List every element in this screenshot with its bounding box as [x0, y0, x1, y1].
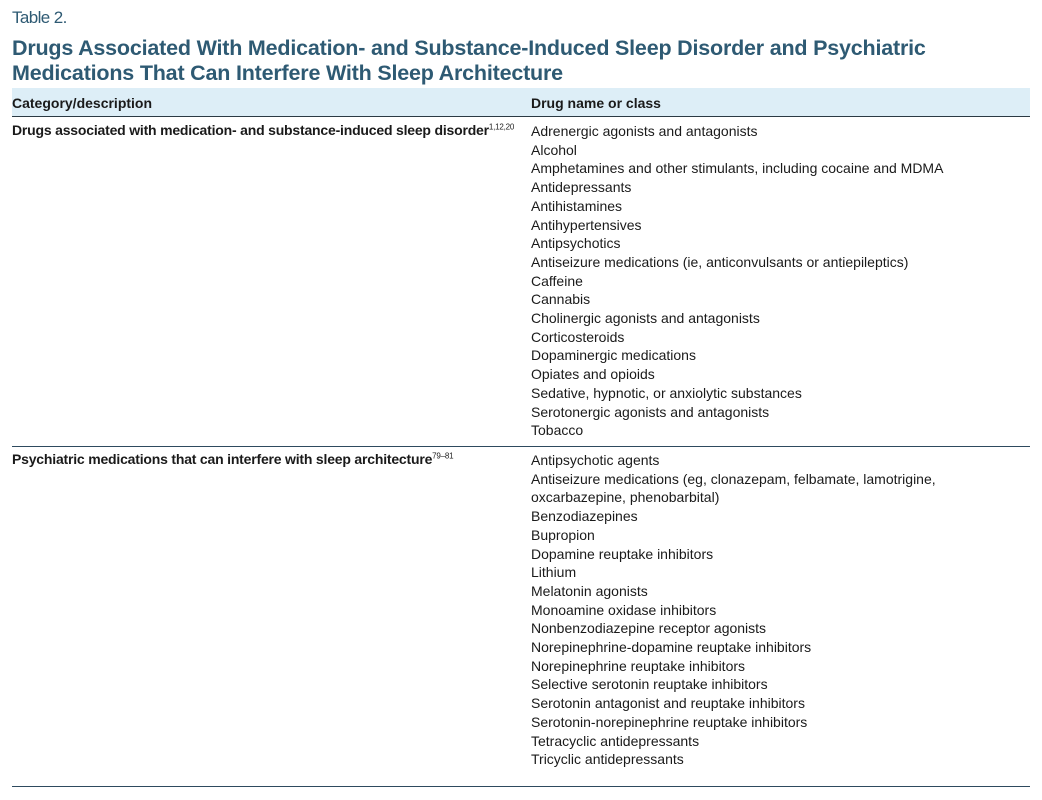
drug-item: Tobacco	[531, 422, 584, 439]
drug-item: Tricyclic antidepressants	[531, 751, 684, 768]
table-label: Table 2.	[12, 8, 67, 27]
drug-item: Antiseizure medications (ie, anticonvulsants or antiepileptics)	[531, 253, 909, 270]
drug-list	[531, 451, 1030, 769]
reference-superscript: 79–81	[432, 451, 454, 461]
drug-item: Sedative, hypnotic, or anxiolytic substances	[531, 384, 802, 401]
drug-item: Selective serotonin reuptake inhibitors	[531, 676, 768, 693]
drug-item: Antipsychotics	[531, 235, 621, 252]
drug-item: Opiates and opioids	[531, 366, 655, 383]
drug-item: Serotonin antagonist and reuptake inhibitors	[531, 695, 805, 712]
drug-item: Antidepressants	[531, 179, 632, 196]
drug-item: Antipsychotic agents	[531, 452, 660, 468]
drug-item: Tetracyclic antidepressants	[531, 732, 700, 749]
drug-list	[531, 122, 1030, 440]
drug-item: Norepinephrine-dopamine reuptake inhibitors	[531, 639, 812, 656]
drug-item: Serotonergic agonists and antagonists	[531, 403, 770, 420]
reference-superscript: 1,12,20	[488, 122, 515, 132]
table-header-row	[12, 88, 1030, 117]
drug-item: Monoamine oxidase inhibitors	[531, 601, 717, 618]
drug-item: Adrenergic agonists and antagonists	[531, 123, 758, 139]
row-divider	[12, 446, 1030, 447]
drug-item: Corticosteroids	[531, 328, 625, 345]
drug-item: Serotonin-norepinephrine reuptake inhibitors	[531, 713, 808, 730]
drug-item: Norepinephrine reuptake inhibitors	[531, 657, 746, 674]
category-text: Drugs associated with medication- and substance-induced sleep disorder	[12, 122, 489, 138]
drug-item: Antihypertensives	[531, 216, 642, 233]
table-bottom-rule	[12, 786, 1030, 787]
category-cell	[12, 122, 514, 138]
drug-item: Amphetamines and other stimulants, including cocaine and MDMA	[531, 160, 944, 177]
drug-item: Cholinergic agonists and antagonists	[531, 310, 760, 327]
category-cell	[12, 451, 453, 467]
drug-item: Alcohol	[531, 141, 577, 158]
drug-item: Dopamine reuptake inhibitors	[531, 545, 714, 562]
drug-item: Antiseizure medications (eg, clonazepam, felbamate, lamotrigine, oxcarbazepine, phenobarbital)	[531, 470, 936, 506]
drug-item: Cannabis	[531, 291, 591, 308]
header-category: Category/description	[12, 95, 153, 111]
drug-item: Benzodiazepines	[531, 508, 638, 525]
table-title: Drugs Associated With Medication- and Substance-Induced Sleep Disorder and Psychiatric Medications That Can Interfere With Sleep Architecture	[12, 36, 926, 85]
drug-item: Dopaminergic medications	[531, 347, 696, 364]
drug-item: Caffeine	[531, 272, 583, 289]
category-text: Psychiatric medications that can interfere with sleep architecture	[12, 451, 433, 467]
drug-item: Antihistamines	[531, 197, 623, 214]
drug-item: Nonbenzodiazepine receptor agonists	[531, 620, 767, 637]
header-drug-name: Drug name or class	[531, 95, 661, 111]
drug-item: Bupropion	[531, 526, 595, 543]
drug-item: Lithium	[531, 564, 577, 581]
drug-item: Melatonin agonists	[531, 582, 648, 599]
